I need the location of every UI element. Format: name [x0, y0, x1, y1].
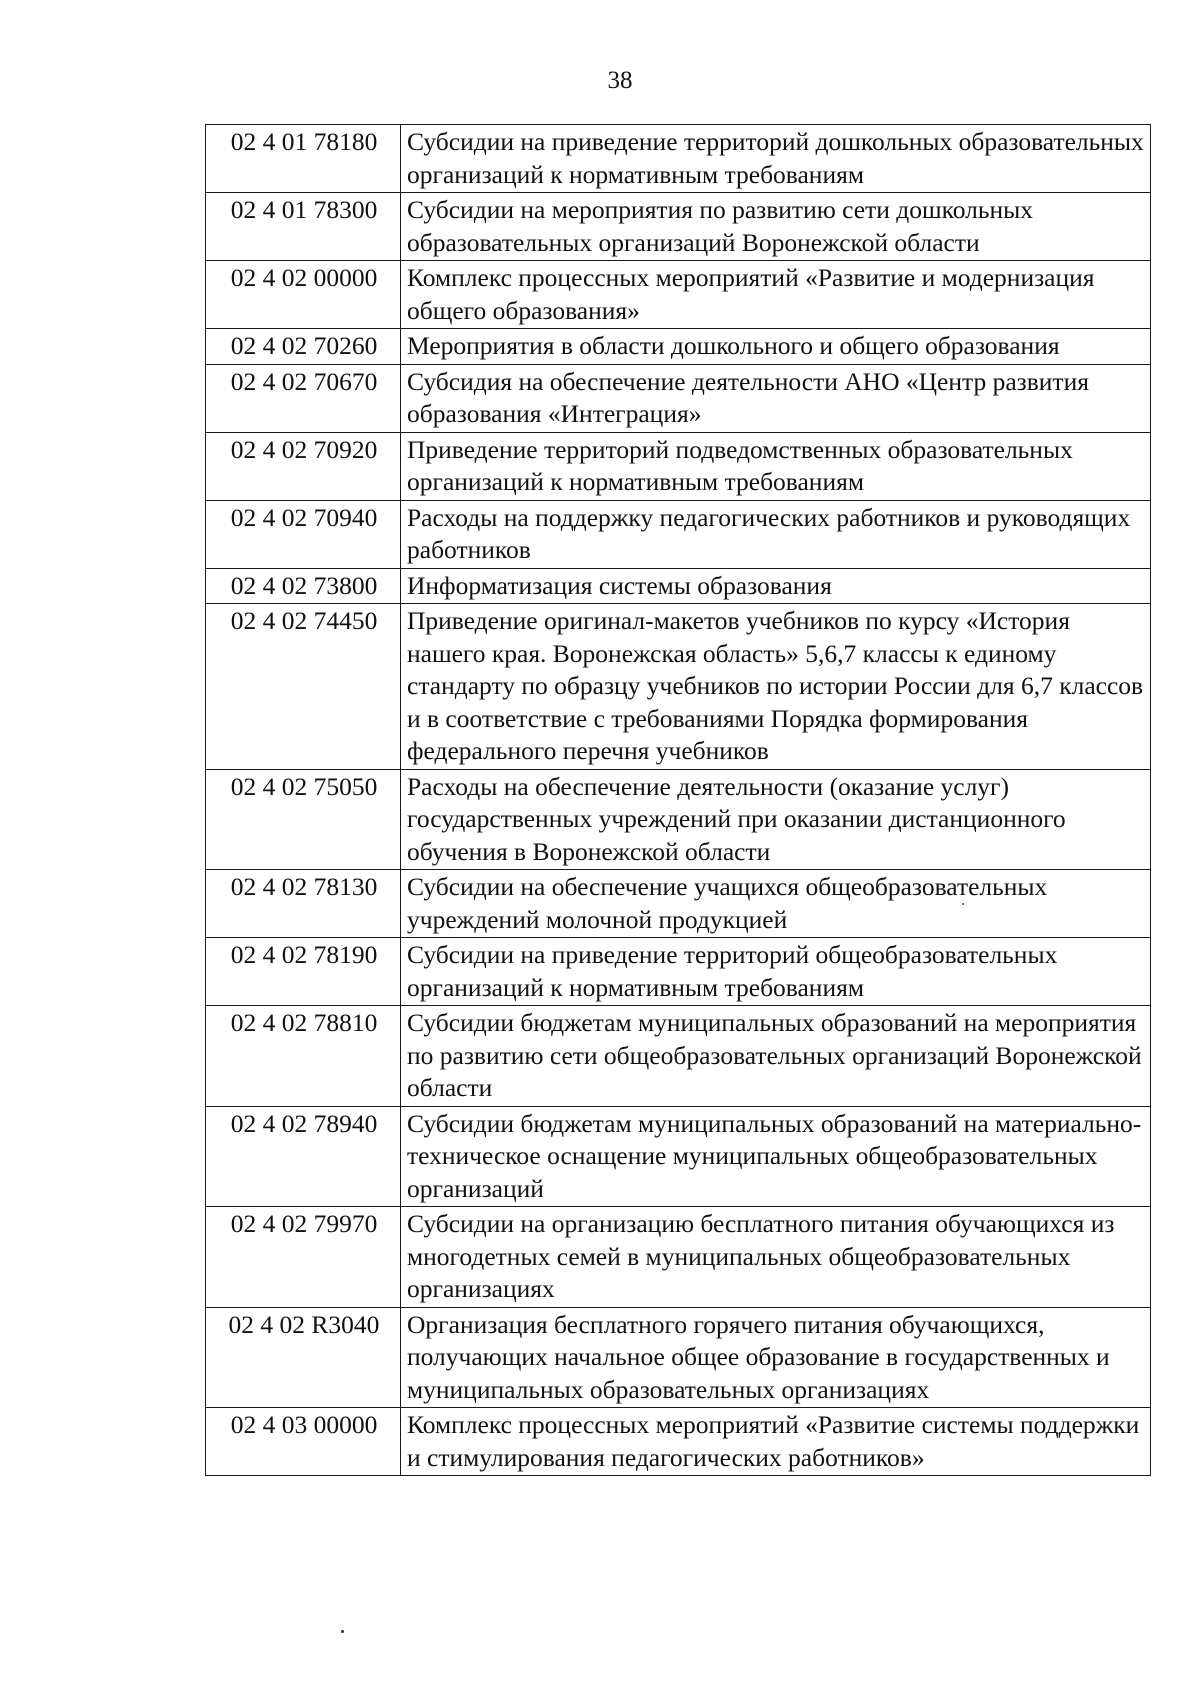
budget-code-cell: 02 4 02 78130 — [206, 870, 401, 938]
table-row — [206, 1408, 1151, 1476]
table-row — [206, 870, 1151, 938]
description-cell: Комплекс процессных мероприятий «Развитие системы поддержки и стимулирования педагогических работников» — [401, 1408, 1151, 1476]
table-row — [206, 329, 1151, 365]
budget-code-cell: 02 4 02 78940 — [206, 1106, 401, 1207]
description-cell: Субсидии на приведение территорий общеобразовательных организаций к нормативным требованиям — [401, 938, 1151, 1006]
table-row — [206, 432, 1151, 500]
budget-code-table-wrapper — [205, 124, 1151, 1476]
description-cell: Субсидия на обеспечение деятельности АНО «Центр развития образования «Интеграция» — [401, 364, 1151, 432]
table-row — [206, 193, 1151, 261]
budget-code-cell: 02 4 01 78180 — [206, 125, 401, 193]
budget-code-cell: 02 4 02 70670 — [206, 364, 401, 432]
budget-code-cell: 02 4 02 00000 — [206, 261, 401, 329]
description-cell: Субсидии бюджетам муниципальных образований на материально-техническое оснащение муниципальных общеобразовательных организаций — [401, 1106, 1151, 1207]
table-row — [206, 364, 1151, 432]
description-cell: Субсидии на мероприятия по развитию сети дошкольных образовательных организаций Воронежской области — [401, 193, 1151, 261]
table-row — [206, 261, 1151, 329]
budget-code-cell: 02 4 03 00000 — [206, 1408, 401, 1476]
budget-code-cell: 02 4 02 78810 — [206, 1006, 401, 1107]
budget-code-cell: 02 4 02 75050 — [206, 769, 401, 870]
budget-code-cell: 02 4 01 78300 — [206, 193, 401, 261]
description-cell: Приведение оригинал-макетов учебников по курсу «История нашего края. Воронежская область» 5,6,7 классы к единому стандарту по образцу учебников по истории России для 6,7 классов и в соответствие с требованиями Порядка формирования федерального перечня учебников — [401, 604, 1151, 770]
table-row — [206, 604, 1151, 770]
table-row — [206, 938, 1151, 1006]
table-row — [206, 1006, 1151, 1107]
budget-code-cell: 02 4 02 R3040 — [206, 1307, 401, 1408]
budget-code-cell: 02 4 02 78190 — [206, 938, 401, 1006]
budget-code-cell: 02 4 02 70260 — [206, 329, 401, 365]
scan-speck — [962, 903, 964, 905]
budget-code-cell: 02 4 02 70940 — [206, 500, 401, 568]
description-cell: Расходы на поддержку педагогических работников и руководящих работников — [401, 500, 1151, 568]
table-row — [206, 568, 1151, 604]
description-cell: Комплекс процессных мероприятий «Развитие и модернизация общего образования» — [401, 261, 1151, 329]
budget-code-cell: 02 4 02 73800 — [206, 568, 401, 604]
scan-speck — [341, 1630, 344, 1633]
page-number: 38 — [607, 67, 633, 94]
description-cell: Субсидии на организацию бесплатного питания обучающихся из многодетных семей в муниципальных общеобразовательных организациях — [401, 1207, 1151, 1308]
description-cell: Мероприятия в области дошкольного и общего образования — [401, 329, 1151, 365]
description-cell: Приведение территорий подведомственных образовательных организаций к нормативным требованиям — [401, 432, 1151, 500]
description-cell: Субсидии на обеспечение учащихся общеобразовательных учреждений молочной продукцией — [401, 870, 1151, 938]
description-cell: Информатизация системы образования — [401, 568, 1151, 604]
description-cell: Расходы на обеспечение деятельности (оказание услуг) государственных учреждений при оказании дистанционного обучения в Воронежской области — [401, 769, 1151, 870]
description-cell: Субсидии бюджетам муниципальных образований на мероприятия по развитию сети общеобразовательных организаций Воронежской области — [401, 1006, 1151, 1107]
table-row — [206, 500, 1151, 568]
table-row — [206, 1307, 1151, 1408]
table-row — [206, 1207, 1151, 1308]
table-body — [206, 125, 1151, 1476]
budget-code-cell: 02 4 02 70920 — [206, 432, 401, 500]
description-cell: Организация бесплатного горячего питания обучающихся, получающих начальное общее образование в государственных и муниципальных образовательных организациях — [401, 1307, 1151, 1408]
budget-code-cell: 02 4 02 74450 — [206, 604, 401, 770]
table-row — [206, 1106, 1151, 1207]
table-row — [206, 769, 1151, 870]
budget-code-cell: 02 4 02 79970 — [206, 1207, 401, 1308]
description-cell: Субсидии на приведение территорий дошкольных образовательных организаций к нормативным требованиям — [401, 125, 1151, 193]
budget-code-table — [205, 124, 1151, 1476]
table-row — [206, 125, 1151, 193]
